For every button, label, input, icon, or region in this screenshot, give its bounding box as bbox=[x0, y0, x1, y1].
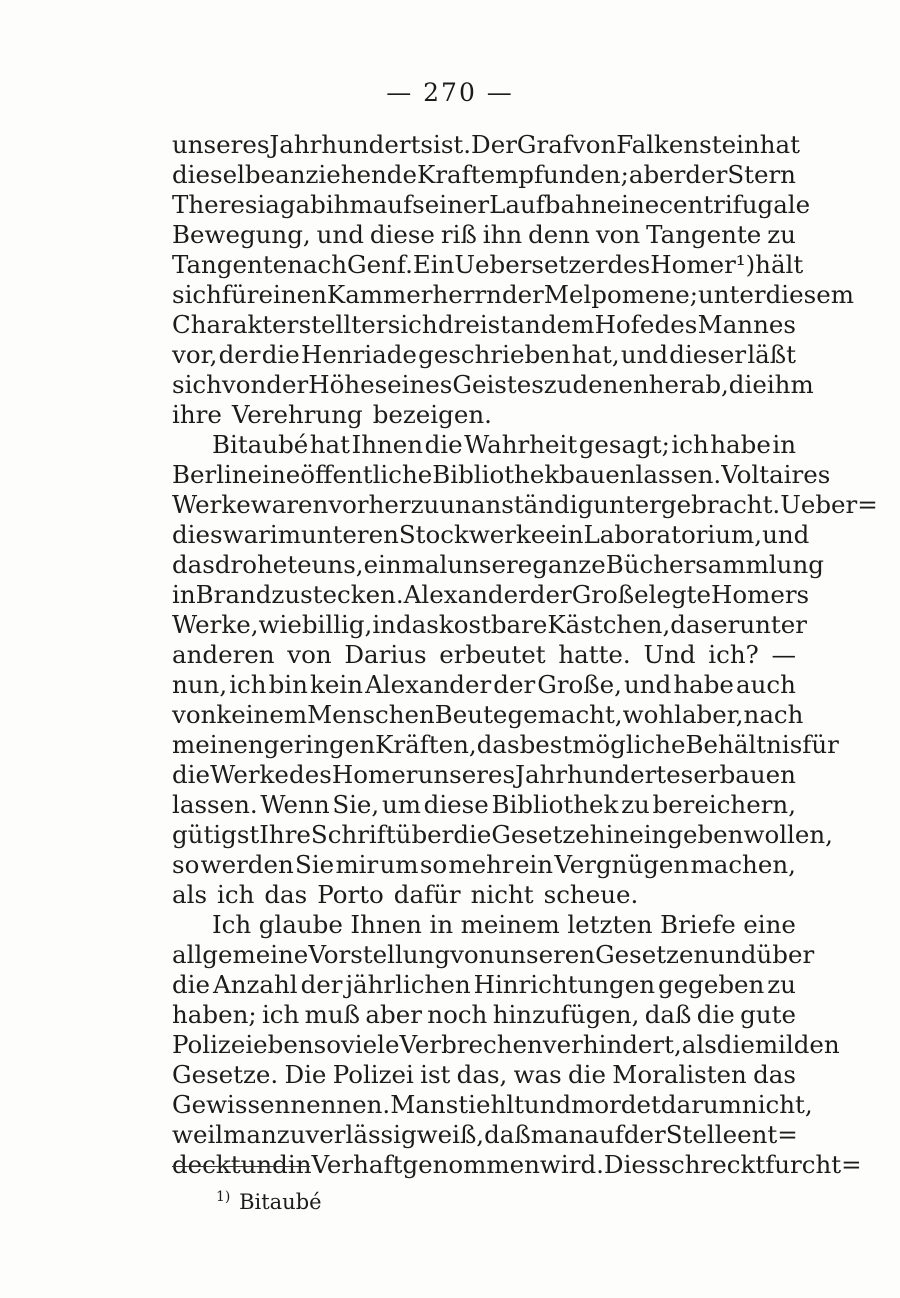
text-line: gütigst Ihre Schrift über die Gesetze hinein geben wollen, bbox=[172, 820, 833, 849]
footnote-text: Bitaubé bbox=[239, 1190, 322, 1214]
text-line: Charakter stellt er sich dreist an dem Hofe des Mannes bbox=[172, 310, 796, 339]
text-line: Werke waren vorher zu unanständig untergebracht. Ueber= bbox=[172, 490, 878, 519]
text-line: von keinem Menschen Beute gemacht, wohl aber, nach bbox=[172, 700, 804, 729]
text-line: Theresia gab ihm auf seiner Laufbahn eine centrifugale bbox=[172, 190, 811, 219]
text-line: Ich glaube Ihnen in meinem letzten Briefe eine bbox=[212, 910, 796, 939]
text-line: dies war im unteren Stockwerke ein Laboratorium, und bbox=[172, 520, 810, 549]
text-line: Polizei eben so viele Verbrechen verhindert, als die milden bbox=[172, 1030, 840, 1059]
text-line: als ich das Porto dafür nicht scheue. bbox=[172, 880, 639, 909]
text-line: allgemeine Vorstellung von unseren Gesetzen und über bbox=[172, 940, 815, 969]
text-line: Tangente nach Genf. Ein Uebersetzer des Homer¹) hält bbox=[172, 250, 804, 279]
footnote-rule bbox=[172, 1166, 310, 1167]
text-line: sich für einen Kammerherrn der Melpomene; unter diesem bbox=[172, 280, 854, 309]
text-line: in Brand zu stecken. Alexander der Große legte Homers bbox=[172, 580, 810, 609]
body-text bbox=[172, 130, 878, 1180]
text-line: vor, der die Henriade geschrieben hat, und dieser läßt bbox=[172, 340, 796, 369]
text-line: Berlin eine öffentliche Bibliothek bauen lassen. Voltaires bbox=[172, 460, 831, 489]
page-number: — 270 — bbox=[386, 78, 514, 107]
text-line: unseres Jahrhunderts ist. Der Graf von Falkenstein hat bbox=[172, 130, 800, 159]
text-line: Bewegung, und diese riß ihn denn von Tangente zu bbox=[172, 220, 796, 249]
text-line: weil man zuverlässig weiß, daß man auf der Stelle ent= bbox=[172, 1120, 798, 1149]
footnote-mark: 1) bbox=[216, 1189, 231, 1205]
text-line: meinen geringen Kräften, das bestmögliche Behältnis für bbox=[172, 730, 839, 759]
text-line: deckt und in Verhaft genommen wird. Dies schreckt furcht= bbox=[172, 1150, 862, 1179]
text-line: die Werke des Homer unseres Jahrhundertes erbauen bbox=[172, 760, 796, 789]
text-line: lassen. Wenn Sie, um diese Bibliothek zu bereichern, bbox=[172, 790, 796, 819]
text-line: Werke, wie billig, in das kostbare Kästchen, das er unter bbox=[172, 610, 807, 639]
text-line: die Anzahl der jährlichen Hinrichtungen gegeben zu bbox=[172, 970, 796, 999]
text-line: haben; ich muß aber noch hinzufügen, daß die gute bbox=[172, 1000, 796, 1029]
text-line: das drohete uns, einmal unsere ganze Büchersammlung bbox=[172, 550, 824, 579]
text-line: Gesetze. Die Polizei ist das, was die Moralisten das bbox=[172, 1060, 796, 1089]
text-line: anderen von Darius erbeutet hatte. Und ich? — bbox=[172, 640, 796, 669]
text-line: dieselbe anziehende Kraft empfunden; aber der Stern bbox=[172, 160, 796, 189]
text-line: nun, ich bin kein Alexander der Große, und habe auch bbox=[172, 670, 796, 699]
text-line: Bitaubé hat Ihnen die Wahrheit gesagt; ich habe in bbox=[212, 430, 796, 459]
text-line: Gewissen nennen. Man stiehlt und mordet darum nicht, bbox=[172, 1090, 813, 1119]
text-line: so werden Sie mir um so mehr ein Vergnügen machen, bbox=[172, 850, 796, 879]
footnote bbox=[216, 1183, 322, 1216]
text-line: sich von der Höhe seines Geistes zu denen herab, die ihm bbox=[172, 370, 814, 399]
text-line: ihre Verehrung bezeigen. bbox=[172, 400, 492, 429]
